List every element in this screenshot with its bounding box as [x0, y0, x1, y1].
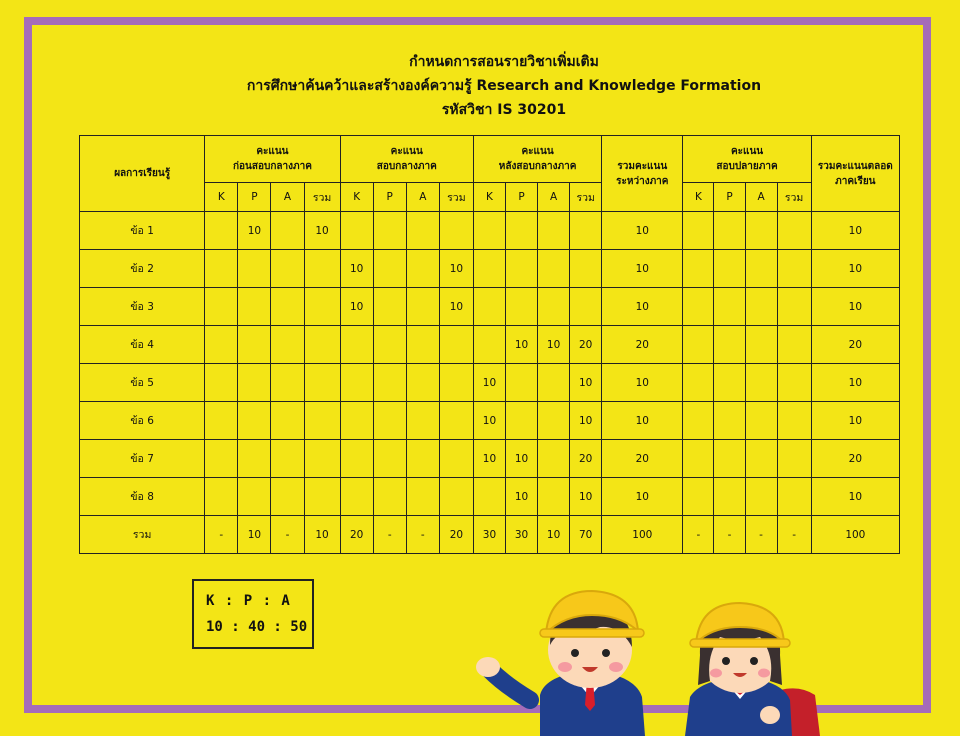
score-cell: -	[373, 516, 406, 554]
header-after-midterm: คะแนน หลังสอบกลางภาค	[473, 136, 601, 183]
score-cell	[304, 364, 340, 402]
score-cell	[304, 402, 340, 440]
score-cell	[473, 288, 505, 326]
score-cell: 100	[811, 516, 899, 554]
score-cell: 10	[811, 402, 899, 440]
girl-student-icon	[685, 603, 820, 736]
score-cell: 20	[439, 516, 473, 554]
score-cell	[506, 288, 538, 326]
score-cell: 30	[473, 516, 505, 554]
score-cell	[205, 326, 238, 364]
score-cell	[271, 288, 304, 326]
subheader-before-midterm-total: รวม	[304, 183, 340, 212]
score-cell: 10	[340, 288, 373, 326]
score-cell	[714, 402, 745, 440]
score-cell	[373, 478, 406, 516]
row-label: ข้อ 7	[80, 440, 205, 478]
table-row	[80, 326, 900, 364]
subheader-before-midterm-a: A	[271, 183, 304, 212]
score-cell: 10	[602, 478, 683, 516]
score-cell: 20	[570, 440, 602, 478]
score-cell: 10	[602, 288, 683, 326]
score-cell: 20	[602, 326, 683, 364]
score-cell	[745, 250, 777, 288]
score-cell	[777, 364, 811, 402]
score-cell	[745, 212, 777, 250]
subheader-final-total: รวม	[777, 183, 811, 212]
subheader-after-midterm-k: K	[473, 183, 505, 212]
subheader-after-midterm-a: A	[538, 183, 570, 212]
score-cell	[473, 250, 505, 288]
score-cell: 10	[570, 364, 602, 402]
score-cell	[538, 478, 570, 516]
score-cell: -	[271, 516, 304, 554]
subheader-midterm-a: A	[406, 183, 439, 212]
score-cell	[304, 250, 340, 288]
score-cell: 10	[439, 288, 473, 326]
table-row	[80, 364, 900, 402]
score-cell	[340, 440, 373, 478]
table-row	[80, 440, 900, 478]
score-cell	[373, 326, 406, 364]
title-line-2: การศึกษาค้นคว้าและสร้างองค์ความรู้ Research and Knowledge Formation	[246, 78, 762, 94]
score-cell: 10	[506, 440, 538, 478]
score-cell	[506, 364, 538, 402]
score-cell	[304, 326, 340, 364]
score-cell	[406, 440, 439, 478]
score-cell	[570, 250, 602, 288]
score-cell	[714, 250, 745, 288]
score-cell	[683, 250, 714, 288]
kpa-ratio-labels: K : P : A	[206, 593, 291, 609]
score-cell	[683, 364, 714, 402]
row-label: ข้อ 1	[80, 212, 205, 250]
score-cell	[406, 212, 439, 250]
score-cell: 10	[473, 440, 505, 478]
score-cell	[473, 326, 505, 364]
score-cell	[777, 440, 811, 478]
score-cell	[745, 288, 777, 326]
score-cell: 20	[340, 516, 373, 554]
score-cell	[745, 402, 777, 440]
score-cell: 100	[602, 516, 683, 554]
header-outcome: ผลการเรียนรู้	[80, 136, 205, 212]
score-cell: 10	[602, 250, 683, 288]
score-cell	[777, 212, 811, 250]
score-cell: 10	[538, 516, 570, 554]
score-cell: 10	[439, 250, 473, 288]
score-cell	[473, 478, 505, 516]
subheader-before-midterm-p: P	[238, 183, 271, 212]
score-cell: 10	[506, 478, 538, 516]
score-cell	[373, 212, 406, 250]
score-cell	[271, 478, 304, 516]
score-cell	[340, 478, 373, 516]
score-cell: 10	[602, 364, 683, 402]
title-block	[0, 50, 960, 122]
score-cell	[340, 212, 373, 250]
score-cell: 10	[238, 212, 271, 250]
subheader-after-midterm-total: รวม	[570, 183, 602, 212]
score-cell	[777, 478, 811, 516]
score-cell: 30	[506, 516, 538, 554]
score-cell	[538, 364, 570, 402]
score-cell	[714, 288, 745, 326]
score-cell	[373, 440, 406, 478]
score-cell	[439, 402, 473, 440]
score-cell	[205, 364, 238, 402]
table-row	[80, 250, 900, 288]
score-cell	[373, 364, 406, 402]
table-row	[80, 288, 900, 326]
kpa-ratio-values: 10 : 40 : 50	[206, 619, 308, 635]
score-cell	[745, 364, 777, 402]
subheader-before-midterm-k: K	[205, 183, 238, 212]
subheader-midterm-p: P	[373, 183, 406, 212]
score-cell	[439, 326, 473, 364]
subheader-final-k: K	[683, 183, 714, 212]
score-cell: -	[683, 516, 714, 554]
score-cell: 10	[340, 250, 373, 288]
score-cell	[683, 440, 714, 478]
score-cell: 20	[570, 326, 602, 364]
score-cell	[714, 212, 745, 250]
score-cell	[745, 326, 777, 364]
score-cell	[205, 288, 238, 326]
score-cell: -	[745, 516, 777, 554]
score-cell	[406, 250, 439, 288]
row-label: ข้อ 4	[80, 326, 205, 364]
title-line-3: รหัสวิชา IS 30201	[441, 102, 567, 118]
boy-student-icon	[476, 591, 645, 736]
score-cell	[238, 288, 271, 326]
score-cell	[570, 288, 602, 326]
header-final: คะแนน สอบปลายภาค	[683, 136, 811, 183]
score-cell	[205, 250, 238, 288]
score-cell: 10	[473, 402, 505, 440]
score-cell	[340, 402, 373, 440]
subheader-midterm-total: รวม	[439, 183, 473, 212]
score-cell	[777, 326, 811, 364]
score-cell	[271, 212, 304, 250]
score-cell	[683, 288, 714, 326]
score-cell: -	[777, 516, 811, 554]
score-cell: 20	[602, 440, 683, 478]
score-cell: 10	[811, 288, 899, 326]
score-cell	[238, 326, 271, 364]
row-label: ข้อ 6	[80, 402, 205, 440]
score-cell	[714, 478, 745, 516]
score-cell: 10	[811, 212, 899, 250]
header-total-all: รวมคะแนนตลอด ภาคเรียน	[811, 136, 899, 212]
score-cell	[538, 288, 570, 326]
score-cell	[205, 478, 238, 516]
score-cell: 10	[570, 478, 602, 516]
table-row	[80, 402, 900, 440]
score-cell	[406, 288, 439, 326]
header-midterm: คะแนน สอบกลางภาค	[340, 136, 473, 183]
row-label: ข้อ 3	[80, 288, 205, 326]
score-cell: -	[714, 516, 745, 554]
score-cell	[714, 440, 745, 478]
score-cell	[406, 326, 439, 364]
table-body	[80, 212, 900, 554]
score-cell	[304, 478, 340, 516]
table-row	[80, 478, 900, 516]
header-before-midterm: คะแนน ก่อนสอบกลางภาค	[205, 136, 340, 183]
score-cell	[439, 212, 473, 250]
score-cell: 10	[811, 250, 899, 288]
score-cell	[683, 212, 714, 250]
score-cell	[777, 402, 811, 440]
score-cell: 10	[811, 364, 899, 402]
score-cell: 10	[811, 478, 899, 516]
score-cell	[340, 326, 373, 364]
score-cell	[238, 250, 271, 288]
score-cell	[538, 250, 570, 288]
score-cell: 10	[238, 516, 271, 554]
score-cell	[406, 364, 439, 402]
score-cell	[406, 478, 439, 516]
score-cell	[271, 402, 304, 440]
score-cell	[506, 402, 538, 440]
score-cell	[205, 212, 238, 250]
score-cell	[473, 212, 505, 250]
row-label: ข้อ 2	[80, 250, 205, 288]
score-cell: -	[406, 516, 439, 554]
subheader-final-a: A	[745, 183, 777, 212]
score-cell	[238, 440, 271, 478]
score-cell	[271, 326, 304, 364]
score-cell	[538, 440, 570, 478]
students-illustration	[470, 585, 830, 736]
score-cell	[570, 212, 602, 250]
row-label: ข้อ 8	[80, 478, 205, 516]
score-cell: 10	[304, 516, 340, 554]
score-cell	[439, 364, 473, 402]
score-cell	[683, 478, 714, 516]
score-cell	[340, 364, 373, 402]
score-cell	[714, 364, 745, 402]
score-cell: -	[205, 516, 238, 554]
score-cell	[506, 212, 538, 250]
score-cell	[439, 440, 473, 478]
score-cell: 20	[811, 440, 899, 478]
table-row	[80, 516, 900, 554]
title-line-1: กำหนดการสอนรายวิชาเพิ่มเติม	[409, 54, 599, 70]
score-cell	[271, 250, 304, 288]
score-cell	[238, 364, 271, 402]
score-cell	[238, 402, 271, 440]
score-cell	[714, 326, 745, 364]
score-cell	[745, 440, 777, 478]
score-cell	[373, 402, 406, 440]
score-cell	[271, 440, 304, 478]
score-cell	[205, 440, 238, 478]
row-label: รวม	[80, 516, 205, 554]
score-cell: 10	[538, 326, 570, 364]
score-cell: 10	[570, 402, 602, 440]
score-cell: 10	[506, 326, 538, 364]
score-cell	[373, 288, 406, 326]
score-cell: 10	[602, 212, 683, 250]
header-total-between: รวมคะแนน ระหว่างภาค	[602, 136, 683, 212]
score-cell	[683, 402, 714, 440]
subheader-final-p: P	[714, 183, 745, 212]
score-cell	[506, 250, 538, 288]
score-cell	[304, 288, 340, 326]
score-cell	[304, 440, 340, 478]
score-cell	[777, 288, 811, 326]
row-label: ข้อ 5	[80, 364, 205, 402]
score-cell	[271, 364, 304, 402]
score-cell	[205, 402, 238, 440]
score-cell: 20	[811, 326, 899, 364]
score-cell	[373, 250, 406, 288]
score-cell: 10	[473, 364, 505, 402]
score-cell: 10	[304, 212, 340, 250]
score-cell	[683, 326, 714, 364]
score-cell	[777, 250, 811, 288]
score-table	[79, 135, 900, 554]
subheader-midterm-k: K	[340, 183, 373, 212]
kpa-ratio-box	[192, 579, 314, 649]
table-row	[80, 212, 900, 250]
score-cell	[538, 212, 570, 250]
score-cell	[439, 478, 473, 516]
score-cell: 10	[602, 402, 683, 440]
subheader-after-midterm-p: P	[506, 183, 538, 212]
score-cell	[406, 402, 439, 440]
score-cell	[238, 478, 271, 516]
score-cell: 70	[570, 516, 602, 554]
score-cell	[745, 478, 777, 516]
score-cell	[538, 402, 570, 440]
